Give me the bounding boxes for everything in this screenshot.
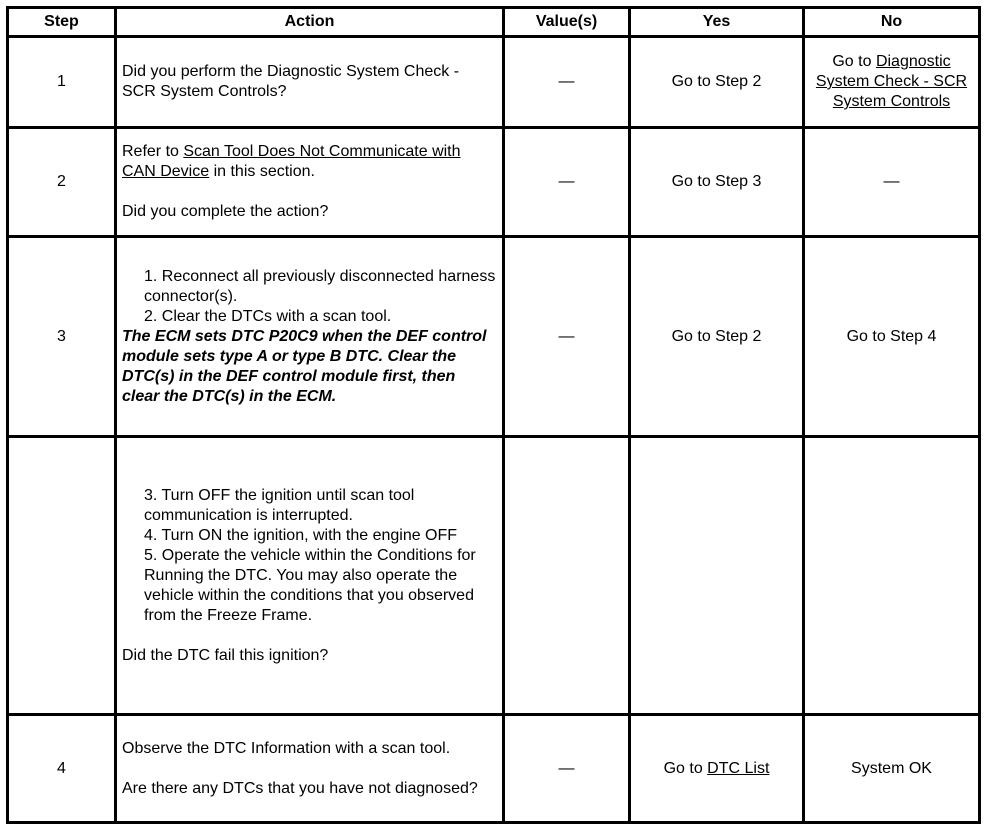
- table-row-step-3-continued: [8, 437, 980, 715]
- yes-text: Go to Step 3: [630, 128, 804, 237]
- action-note: The ECM sets DTC P20C9 when the DEF control module sets type A or type B DTC. Clear the DTC(s) in the DEF control module first, then clear the DTC(s) in the ECM.: [122, 327, 487, 405]
- dtc-list-link[interactable]: DTC List: [707, 759, 770, 777]
- action-question: Did the DTC fail this ignition?: [122, 646, 329, 664]
- no-dash: —: [804, 128, 980, 237]
- no-cell: [804, 37, 980, 128]
- header-yes: Yes: [630, 8, 804, 37]
- step-number: 1: [8, 37, 116, 128]
- header-step: Step: [8, 8, 116, 37]
- values-dash: —: [504, 715, 630, 823]
- action-cell-upper: [116, 237, 504, 437]
- no-text: Go to Step 4: [804, 237, 980, 437]
- action-item-1: 1. Reconnect all previously disconnected harness connector(s).: [144, 267, 496, 305]
- action-cell-lower: [116, 437, 504, 715]
- table-row-step-1: [8, 37, 980, 128]
- empty-cell: [804, 437, 980, 715]
- yes-text: Go to Step 2: [630, 37, 804, 128]
- action-question: Are there any DTCs that you have not diagnosed?: [122, 779, 478, 797]
- step-number: 2: [8, 128, 116, 237]
- table-row-step-3: [8, 237, 980, 437]
- diagnostic-table: [6, 6, 981, 824]
- header-no: No: [804, 8, 980, 37]
- action-text: Did you perform the Diagnostic System Check - SCR System Controls?: [116, 37, 504, 128]
- scan-tool-link[interactable]: Scan Tool Does Not Communicate with CAN Device: [122, 143, 461, 180]
- table-row-step-4: [8, 715, 980, 823]
- diagnostic-system-check-link[interactable]: Diagnostic System Check - SCR System Controls: [815, 53, 968, 110]
- header-action: Action: [116, 8, 504, 37]
- action-cell: [116, 715, 504, 823]
- step-number: 3: [8, 237, 116, 437]
- empty-cell: [630, 437, 804, 715]
- action-item-4: 4. Turn ON the ignition, with the engine OFF: [144, 526, 458, 544]
- action-suffix: in this section.: [209, 163, 315, 180]
- empty-cell: [504, 437, 630, 715]
- header-values: Value(s): [504, 8, 630, 37]
- action-item-2: 2. Clear the DTCs with a scan tool.: [144, 307, 392, 325]
- action-item-3: 3. Turn OFF the ignition until scan tool communication is interrupted.: [144, 486, 415, 524]
- yes-text: Go to Step 2: [630, 237, 804, 437]
- yes-cell: [630, 715, 804, 823]
- no-prefix: Go to: [832, 53, 876, 70]
- values-dash: —: [504, 237, 630, 437]
- action-prefix: Refer to: [122, 143, 184, 160]
- header-row: [8, 8, 980, 37]
- values-dash: —: [504, 37, 630, 128]
- action-question: Did you complete the action?: [122, 203, 329, 220]
- step-number: 4: [8, 715, 116, 823]
- action-item-5: 5. Operate the vehicle within the Conditions for Running the DTC. You may also operate the vehicle within the conditions that you observed from the Freeze Frame.: [144, 546, 476, 624]
- table-row-step-2: [8, 128, 980, 237]
- values-dash: —: [504, 128, 630, 237]
- empty-cell: [8, 437, 116, 715]
- no-text: System OK: [804, 715, 980, 823]
- action-cell: [116, 128, 504, 237]
- action-text: Observe the DTC Information with a scan tool.: [122, 739, 451, 757]
- yes-prefix: Go to: [663, 759, 708, 777]
